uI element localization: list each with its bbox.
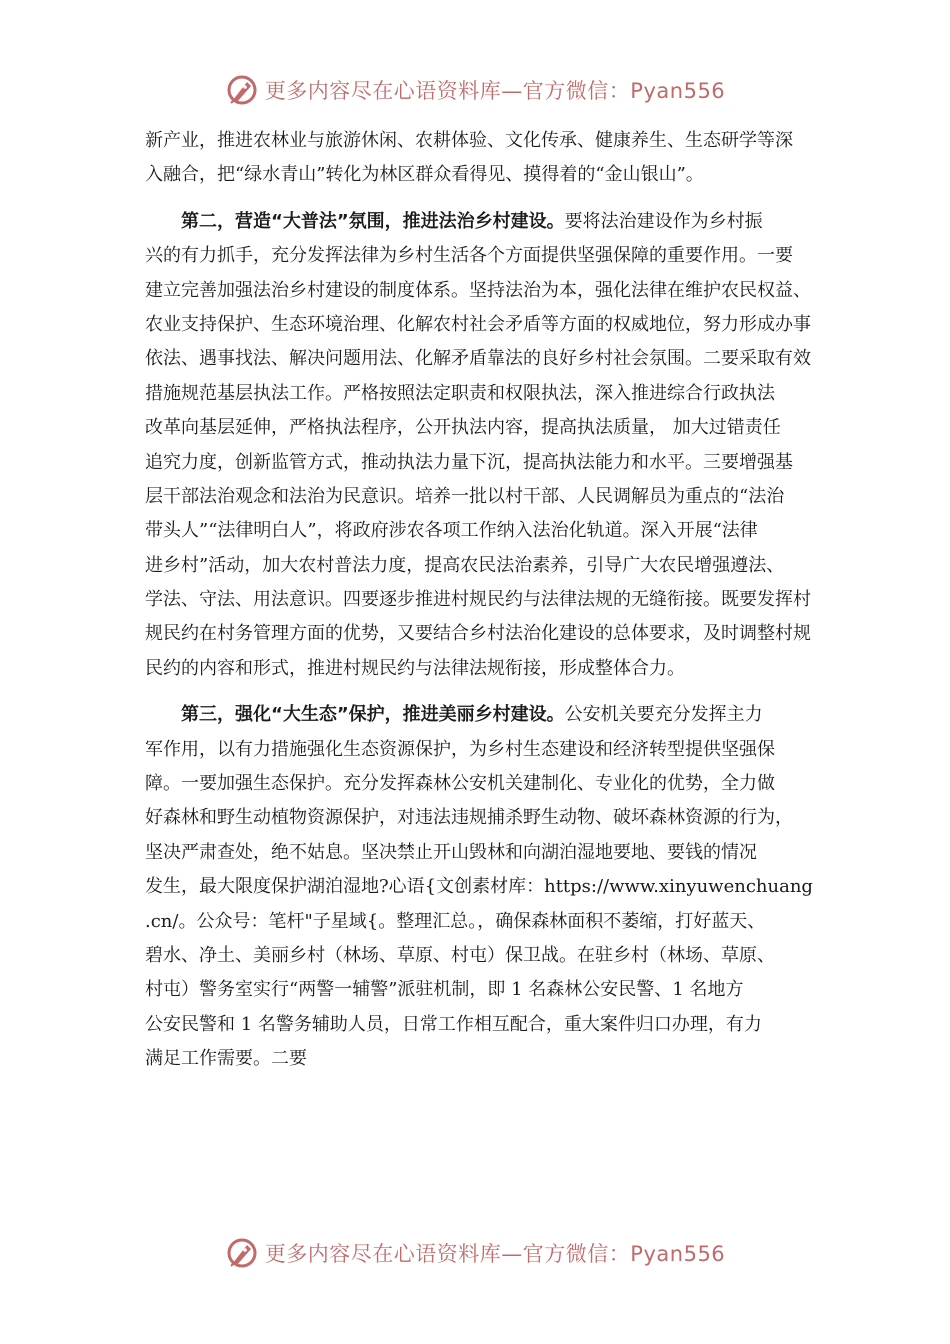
text-line: 公安民警和 1 名警务辅助人员，日常工作相互配合，重大案件归口办理，有力 bbox=[145, 1013, 762, 1035]
text-line: 层干部法治观念和法治为民意识。培养一批以村干部、人民调解员为重点的“法治 bbox=[145, 485, 785, 507]
text-line: .cn/。公众号：笔杆"子星域{。整理汇总。，确保森林面积不萎缩，打好蓝天、 bbox=[145, 910, 766, 932]
text-line: 碧水、净土、美丽乡村（林场、草原、村屯）保卫战。在驻乡村（林场、草原、 bbox=[145, 944, 775, 966]
text-line: 入融合，把“绿水青山”转化为林区群众看得见、摸得着的“金山银山”。 bbox=[145, 164, 704, 186]
text-line: 农业支持保护、生态环境治理、化解农村社会矛盾等方面的权威地位，努力形成办事 bbox=[145, 313, 811, 335]
header-banner-text: 更多内容尽在心语资料库—官方微信：Pyan556 bbox=[264, 79, 726, 103]
footer-banner bbox=[0, 1231, 950, 1275]
document-body bbox=[145, 124, 817, 1077]
text-line: 军作用，以有力措施强化生态资源保护，为乡村生态建设和经济转型提供坚强保 bbox=[145, 738, 775, 760]
text-line: 民约的内容和形式，推进村规民约与法律法规衔接，形成整体合力。 bbox=[145, 657, 685, 679]
text-line: 村屯）警务室实行“两警一辅警”派驻机制，即 1 名森林公安民警、1 名地方 bbox=[145, 979, 744, 1001]
section-2-heading: 第二，营造“大普法”氛围，推进法治乡村建设。 bbox=[181, 210, 565, 232]
text-line: 学法、守法、用法意识。四要逐步推进村规民约与法律法规的无缝衔接。既要发挥村 bbox=[145, 589, 811, 611]
paragraph-3-first-line bbox=[145, 698, 817, 732]
text-line: 依法、遇事找法、解决问题用法、化解矛盾靠法的良好乡村社会氛围。二要采取有效 bbox=[145, 348, 811, 370]
text-span: 公安机关要充分发挥主力 bbox=[564, 704, 763, 726]
text-line: 好森林和野生动植物资源保护，对违法违规捕杀野生动物、破坏森林资源的行为， bbox=[145, 807, 793, 829]
pen-nib-logo-icon bbox=[225, 73, 259, 107]
text-line: 进乡村”活动，加大农村普法力度，提高农民法治素养，引导广大农民增强遵法、 bbox=[145, 554, 785, 576]
footer-banner-text: 更多内容尽在心语资料库—官方微信：Pyan556 bbox=[264, 1242, 726, 1266]
text-line: 障。一要加强生态保护。充分发挥森林公安机关建制化、专业化的优势，全力做 bbox=[145, 773, 775, 795]
text-line: 发生，最大限度保护湖泊湿地?心语{文创素材库：https://www.xinyuwenchuang bbox=[145, 876, 813, 898]
text-line: 带头人”“法律明白人”，将政府涉农各项工作纳入法治化轨道。深入开展“法律 bbox=[145, 520, 758, 542]
text-line: 措施规范基层执法工作。严格按照法定职责和权限执法，深入推进综合行政执法 bbox=[145, 382, 775, 404]
text-line: 兴的有力抓手，充分发挥法律为乡村生活各个方面提供坚强保障的重要作用。一要 bbox=[145, 245, 793, 267]
pen-nib-logo-icon bbox=[225, 1236, 259, 1270]
header-banner bbox=[0, 68, 950, 112]
text-line: 规民约在村务管理方面的优势，又要结合乡村法治化建设的总体要求，及时调整村规 bbox=[145, 623, 811, 645]
text-line: 建立完善加强法治乡村建设的制度体系。坚持法治为本，强化法律在维护农民权益、 bbox=[145, 279, 811, 301]
paragraph-2-first-line bbox=[145, 205, 817, 239]
text-line: 改革向基层延伸，严格执法程序，公开执法内容，提高执法质量， 加大过错责任 bbox=[145, 417, 781, 439]
text-span: 要将法治建设作为乡村振 bbox=[564, 210, 763, 232]
text-line: 满足工作需要。二要 bbox=[145, 1048, 307, 1070]
text-line: 坚决严肃查处，绝不姑息。坚决禁止开山毁林和向湖泊湿地要地、要钱的情况 bbox=[145, 841, 757, 863]
text-line: 追究力度，创新监管方式，推动执法力量下沉，提高执法能力和水平。三要增强基 bbox=[145, 451, 793, 473]
text-line: 新产业，推进农林业与旅游休闲、农耕体验、文化传承、健康养生、生态研学等深 bbox=[145, 130, 793, 151]
section-3-heading: 第三，强化“大生态”保护，推进美丽乡村建设。 bbox=[181, 704, 565, 726]
